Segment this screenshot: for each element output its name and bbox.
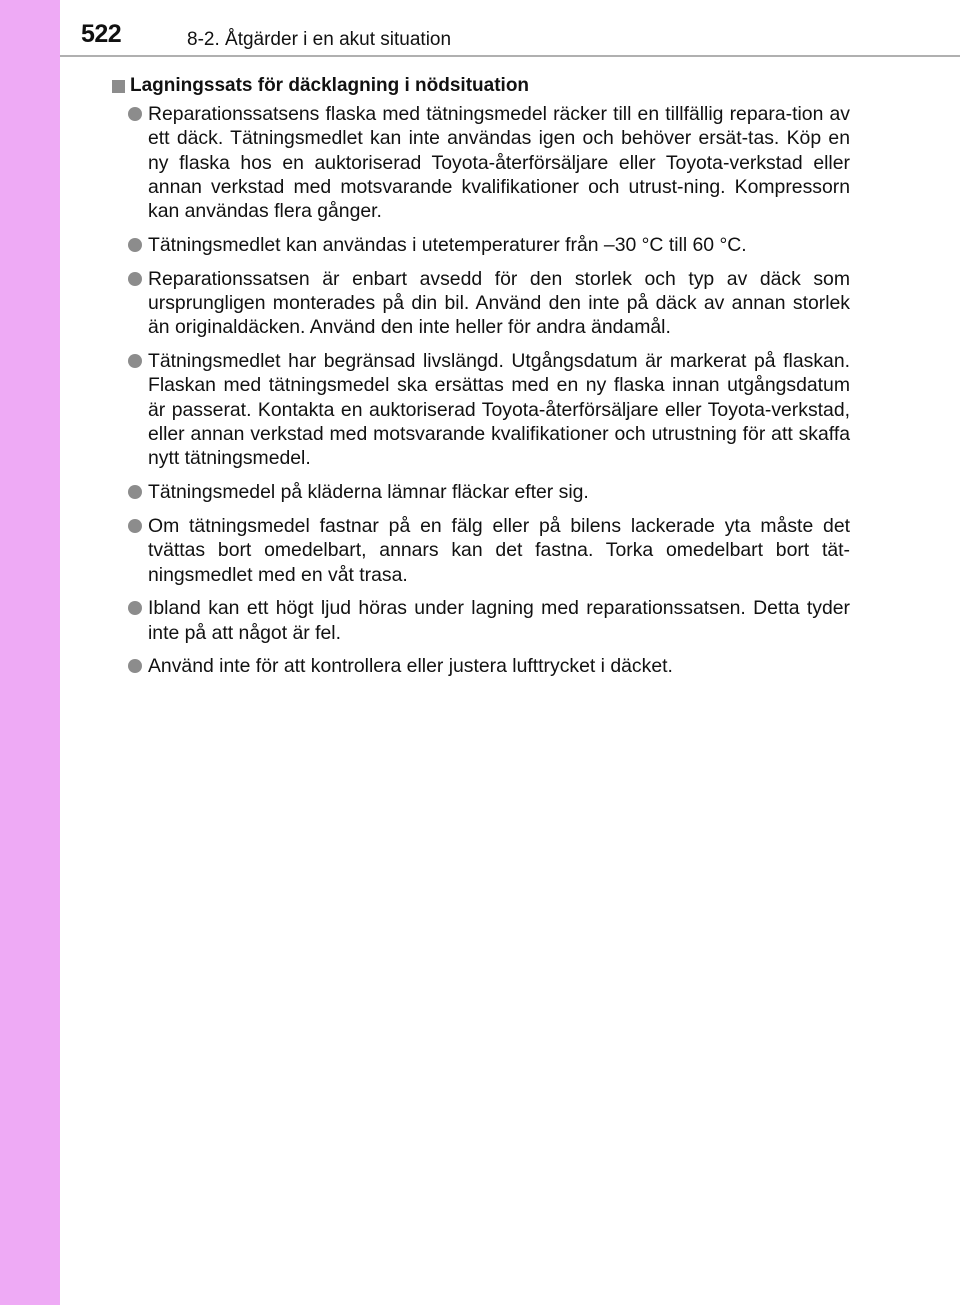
list-item-text: Tätningsmedlet har begränsad livslängd. Utgångsdatum är markerat på flaskan. Flaskan med tätningsmedel ska ersättas med en ny flaska innan utgångsdatum är passerat. Kontakta en auktoriserad Toyota-återförsäljare eller Toyota-verkstad, eller annan verkstad med motsvarande kvalifikationer och utrustning för att skaffa nytt tätningsmedel. bbox=[148, 350, 850, 470]
list-item-text: Tätningsmedel på kläderna lämnar fläckar efter sig. bbox=[148, 481, 589, 504]
circle-bullet-icon bbox=[128, 659, 142, 673]
circle-bullet-icon bbox=[128, 354, 142, 368]
list-item-text: Ibland kan ett högt ljud höras under lagning med reparationssatsen. Detta tyder inte på att något är fel. bbox=[148, 597, 850, 644]
circle-bullet-icon bbox=[128, 107, 142, 121]
list-item bbox=[112, 480, 850, 504]
circle-bullet-icon bbox=[128, 601, 142, 615]
circle-bullet-icon bbox=[128, 519, 142, 533]
list-item bbox=[112, 349, 850, 470]
chapter-side-band bbox=[0, 0, 60, 1305]
circle-bullet-icon bbox=[128, 485, 142, 499]
list-item bbox=[112, 233, 850, 257]
circle-bullet-icon bbox=[128, 238, 142, 252]
page-number: 522 bbox=[81, 20, 122, 48]
circle-bullet-icon bbox=[128, 272, 142, 286]
square-bullet-icon bbox=[112, 80, 125, 93]
list-item bbox=[112, 596, 850, 645]
section-heading bbox=[112, 73, 850, 99]
section-title-text: Lagningssats för däcklagning i nödsituation bbox=[130, 75, 530, 96]
list-item-text: Reparationssatsens flaska med tätningsmedel räcker till en tillfällig repara-tion av ett däck. Tätningsmedlet kan inte användas igen och behöver ersät-tas. Köp en ny flaska hos en auktoriserad Toyota-återförsäljare eller Toyota-verkstad eller annan verkstad med motsvarande kvalifikationer och utrust-ning. Kompressorn kan användas flera gånger. bbox=[148, 103, 850, 223]
chapter-header: 8-2. Åtgärder i en akut situation bbox=[187, 29, 452, 50]
bullet-list bbox=[112, 102, 850, 679]
list-item-text: Tätningsmedlet kan användas i utetemperaturer från –30 °C till 60 °C. bbox=[148, 233, 747, 256]
list-item-text: Reparationssatsen är enbart avsedd för den storlek och typ av däck som ursprungligen monterades på din bil. Använd den inte på däck av annan storlek än originaldäcken. Använd den inte heller för andra ändamål. bbox=[148, 267, 850, 339]
list-item bbox=[112, 514, 850, 587]
header-divider bbox=[60, 55, 960, 57]
list-item bbox=[112, 654, 850, 678]
page-content bbox=[112, 73, 850, 688]
list-item bbox=[112, 102, 850, 223]
list-item-text: Om tätningsmedel fastnar på en fälg eller på bilens lackerade yta måste det tvättas bort omedelbart, annars kan det fastna. Torka omedelbart bort tät-ningsmedlet med en våt trasa. bbox=[148, 514, 850, 586]
list-item bbox=[112, 267, 850, 340]
list-item-text: Använd inte för att kontrollera eller justera lufttrycket i däcket. bbox=[148, 655, 673, 678]
